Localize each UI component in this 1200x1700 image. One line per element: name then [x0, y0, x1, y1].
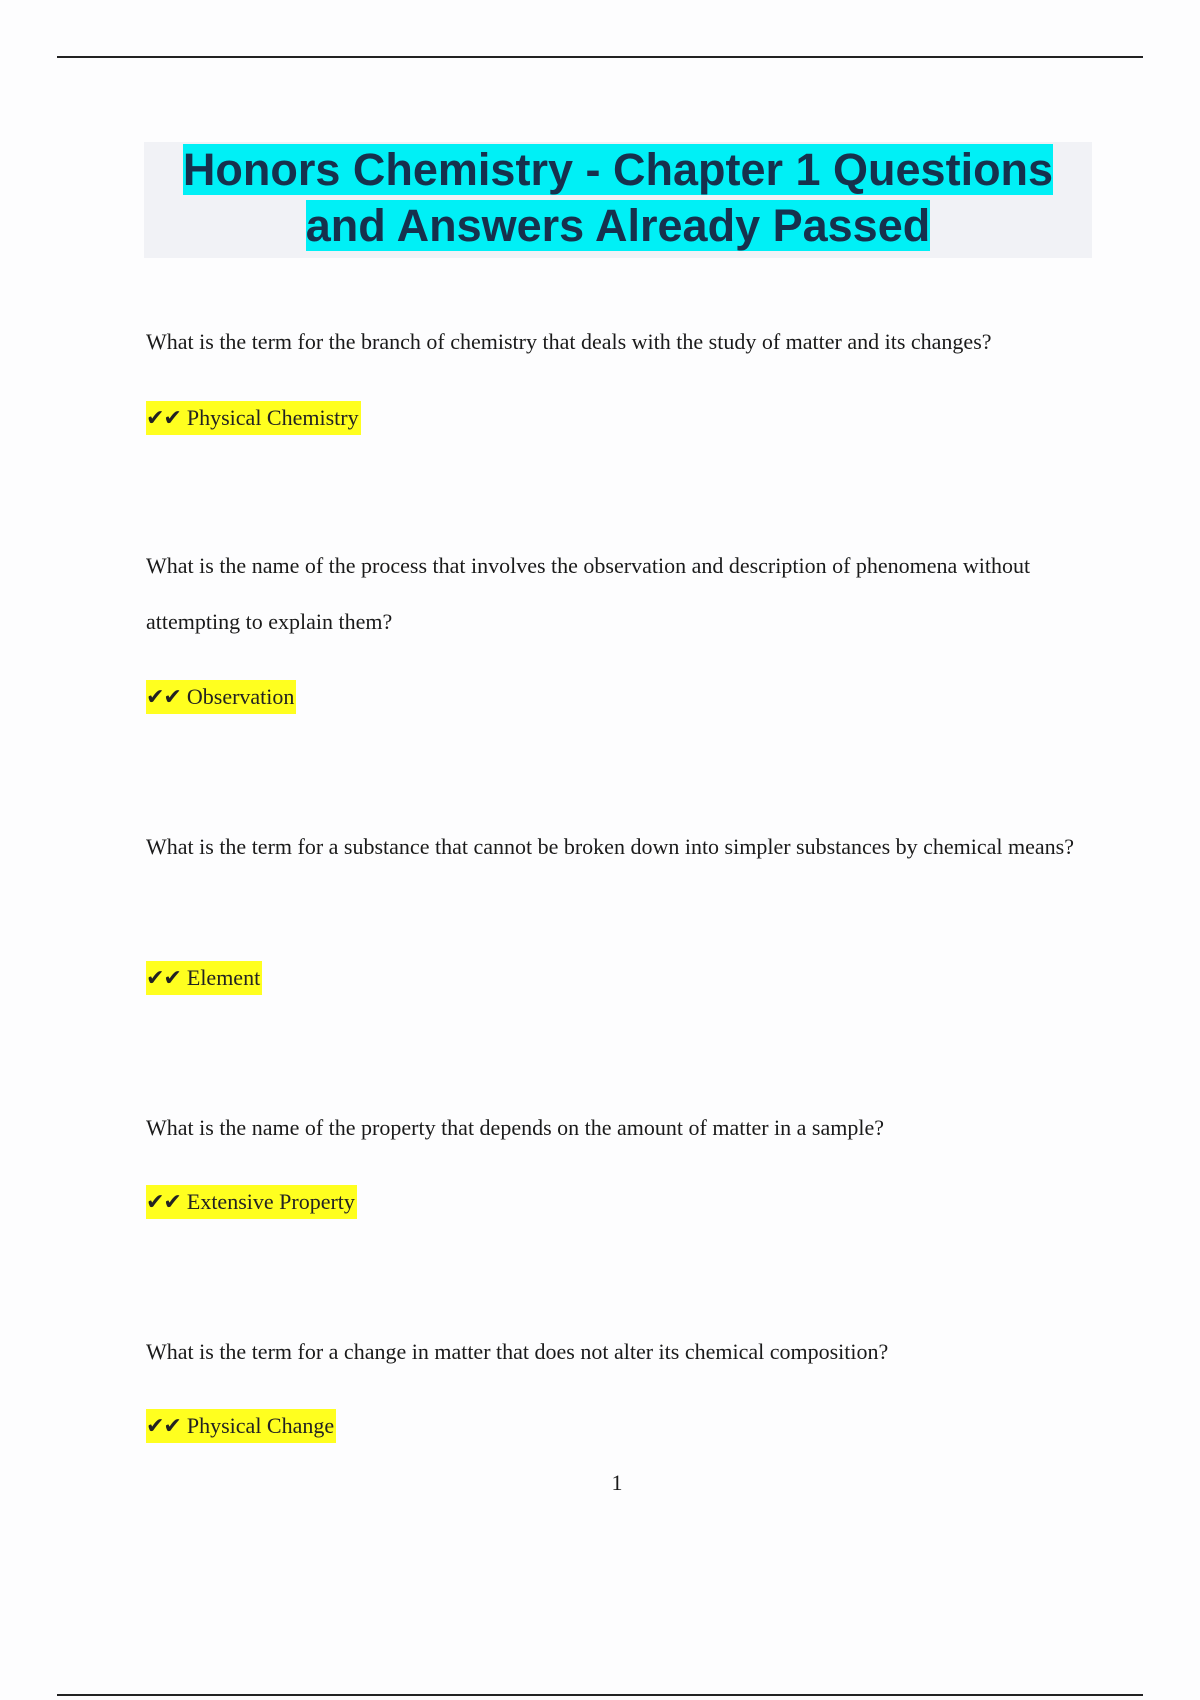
question-text: What is the name of the process that involves the observation and description of phenomena without attempting to explain them?	[146, 553, 1031, 634]
title-line-2: and Answers Already Passed	[305, 200, 931, 251]
answer-highlight	[146, 401, 361, 435]
double-check-icon: ✔✔	[146, 685, 181, 710]
answer-highlight	[146, 680, 296, 714]
answer-text: Physical Chemistry	[186, 405, 359, 430]
answer-text: Observation	[186, 684, 295, 709]
title-line-1: Honors Chemistry - Chapter 1 Questions	[182, 144, 1054, 195]
answer-text: Physical Change	[186, 1413, 335, 1438]
answer-highlight	[146, 961, 262, 995]
question-text: What is the term for a change in matter that does not alter its chemical composition?	[146, 1339, 889, 1364]
question-text: What is the term for a substance that cannot be broken down into simpler substances by chemical means?	[146, 834, 1074, 859]
double-check-icon: ✔✔	[146, 406, 181, 431]
double-check-icon: ✔✔	[146, 1414, 181, 1439]
document-title	[144, 142, 1092, 258]
double-check-icon: ✔✔	[146, 966, 181, 991]
double-check-icon: ✔✔	[146, 1190, 181, 1215]
answer-highlight	[146, 1185, 357, 1219]
page-number: 1	[611, 1470, 623, 1495]
bottom-rule	[57, 1694, 1143, 1696]
answer-text: Element	[186, 965, 261, 990]
question-text: What is the name of the property that depends on the amount of matter in a sample?	[146, 1115, 884, 1140]
answer-text: Extensive Property	[186, 1189, 355, 1214]
top-rule	[57, 56, 1143, 58]
question-text: What is the term for the branch of chemistry that deals with the study of matter and its changes?	[146, 329, 992, 354]
answer-highlight	[146, 1409, 336, 1443]
